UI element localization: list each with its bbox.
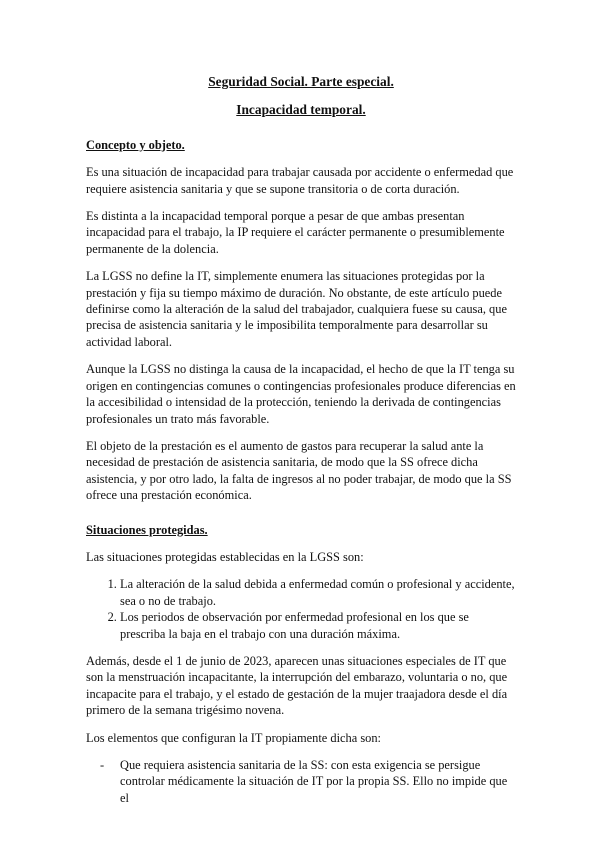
paragraph: Es distinta a la incapacidad temporal porque a pesar de que ambas presentan incapacidad para el trabajo, la IP requiere el carácter permanente o presumiblemente permanente de la dolencia. (86, 209, 505, 256)
list-item-text: Que requiera asistencia sanitaria de la SS: con esta exigencia se persigue controlar médicamente la situación de IT por la propia SS. Ello no impide que el (120, 758, 508, 805)
paragraph: Los elementos que configuran la IT propiamente dicha son: (86, 730, 381, 745)
numbered-list (86, 576, 516, 642)
list-item: 1. La alteración de la salud debida a enfermedad común o profesional y accidente, sea o no de trabajo. (120, 576, 516, 609)
section-heading-concepto: Concepto y objeto. (86, 137, 185, 152)
dash-marker: - (100, 758, 105, 772)
section-heading-situaciones: Situaciones protegidas. (86, 522, 208, 537)
paragraph: Es una situación de incapacidad para trabajar causada por accidente o enfermedad que requiere asistencia sanitaria y que se supone transitoria o de corta duración. (86, 165, 514, 196)
list-item (100, 757, 516, 806)
paragraph: El objeto de la prestación es el aumento de gastos para recuperar la salud ante la necesidad de prestación de asistencia sanitaria, de modo que la SS ofrece dicha asistencia, y por otro lado, la falta de ingresos al no poder trabajar, de modo que la SS ofrece una prestación económica. (86, 438, 512, 503)
paragraph: Aunque la LGSS no distinga la causa de la incapacidad, el hecho de que la IT tenga su origen en contingencias comunes o contingencias profesionales produce diferencias en la accesibilidad o intensidad de la protección, teniendo la derivada de contingencias profesionales un trato más favorable. (86, 362, 516, 426)
list-item: 2. Los periodos de observación por enfermedad profesional en los que se prescriba la baja en el trabajo con una duración máxima. (120, 609, 516, 642)
dash-list (86, 757, 516, 806)
paragraph: Las situaciones protegidas establecidas en la LGSS son: (86, 549, 364, 564)
page-content (86, 74, 516, 806)
paragraph: Además, desde el 1 de junio de 2023, aparecen unas situaciones especiales de IT que son la menstruación incapacitante, la interrupción del embarazo, voluntaria o no, que incapacite para el trabajo, y el estado de gestación de la mujer traajadora desde el día primero de la semana trigésimo novena. (86, 653, 508, 718)
document-title: Seguridad Social. Parte especial. (208, 74, 394, 89)
document-subtitle: Incapacidad temporal. (236, 102, 366, 118)
paragraph: La LGSS no define la IT, simplemente enumera las situaciones protegidas por la prestación y fija su tiempo máximo de duración. No obstante, de este artículo puede definirse como la alteración de la salud del trabajador, cualquiera fuese su causa, que precisa de asistencia sanitaria y le imposibilita temporalmente para desarrollar su actividad laboral. (86, 269, 507, 349)
